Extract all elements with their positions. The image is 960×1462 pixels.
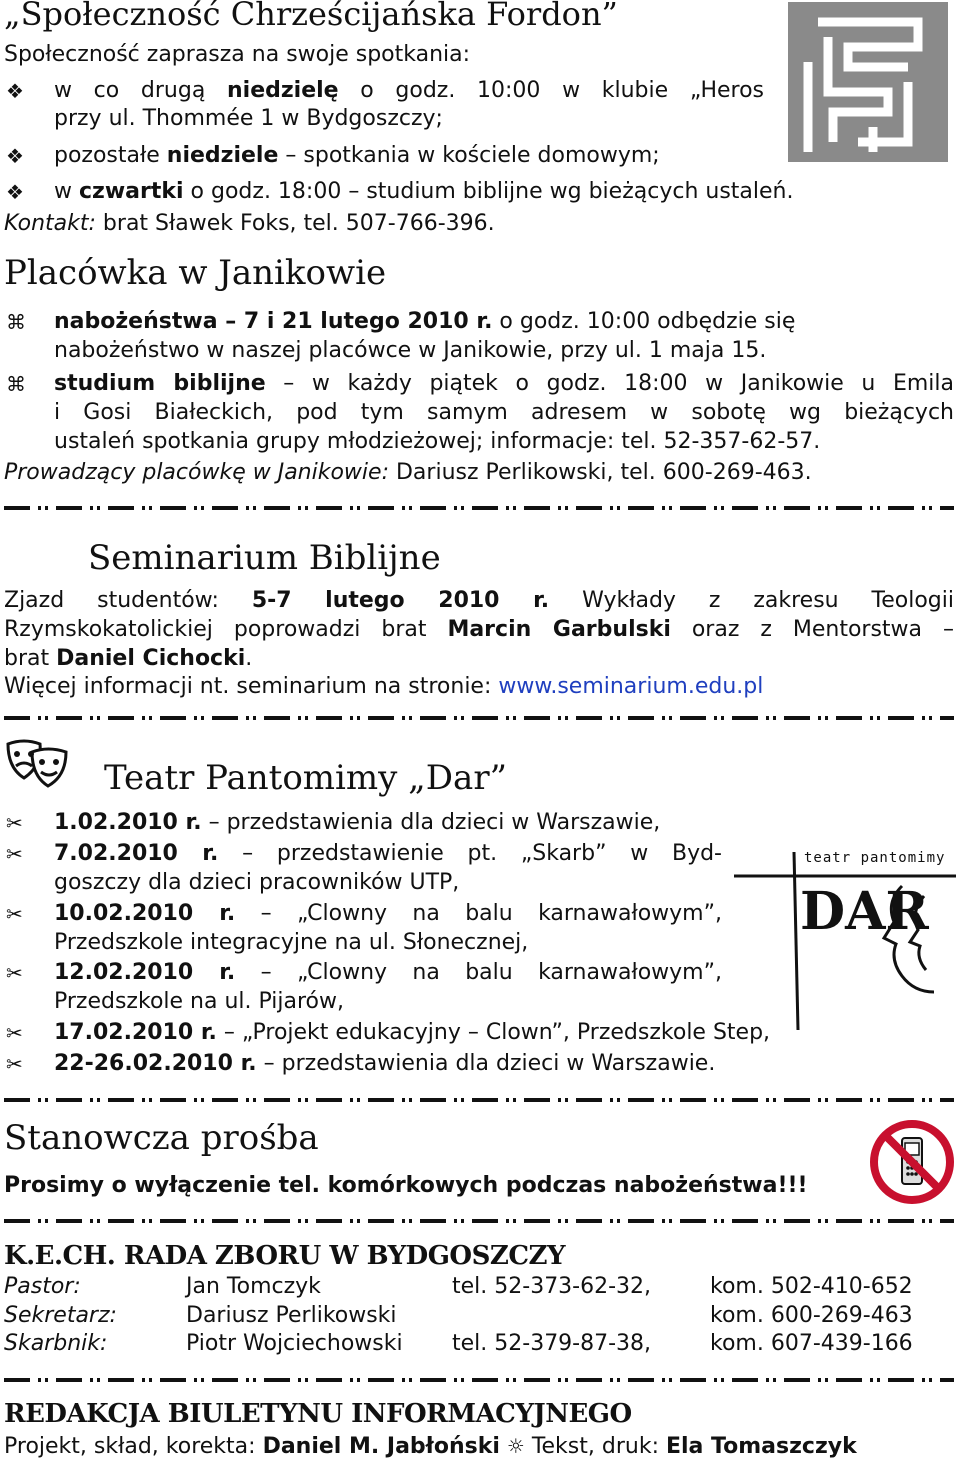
s3-line-1 [4,587,954,615]
s2-bullet-2 [54,370,954,398]
text: Wykłady z zakresu Teologii [549,588,954,613]
text-bold: Ela Tomaszczyk [665,1434,857,1459]
scissors-bullet-icon: ✂ [6,961,23,985]
council-name: Piotr Wojciechowski [186,1331,403,1356]
s3-line-4 [4,673,763,701]
text: oraz z Mentorstwa – [670,617,954,642]
maze-icon [788,2,948,162]
council-kom: kom. 600-269-463 [710,1303,913,1328]
text: o godz. 10:00 odbędzie się [492,309,796,334]
text-bold: Daniel Cichocki [56,646,246,671]
s4-item-4-line2: Przedszkole na ul. Pijarów, [54,989,344,1014]
s1-contact [4,210,495,238]
item-date: 1.02.2010 r. [54,810,202,835]
s3-line-2 [4,616,954,644]
item-text: – „Projekt edukacyjny – Clown”, Przedszkole Step, [216,1020,771,1045]
section-title-teatr: Teatr Pantomimy „Dar” [104,758,507,798]
text: brat [4,646,57,671]
council-name: Dariusz Perlikowski [186,1303,397,1328]
item-text: – przedstawienia dla dzieci w Warszawie. [256,1051,716,1076]
s1-bullet-2 [54,142,660,170]
maze-logo [788,2,948,162]
s7-credits [4,1432,857,1461]
text: w co drugą [54,78,227,103]
text: Więcej informacji nt. seminarium na stronie: [4,674,499,699]
section-title-rada: K.E.CH. RADA ZBORU W BYDGOSZCZY [4,1241,566,1271]
s4-item-3-line2: Przedszkole integracyjne na ul. Słonecznej, [54,930,529,955]
no-phone-icon [868,1118,956,1210]
council-tel: tel. 52-373-62-32, [452,1274,652,1299]
cross-bullet-icon: ⌘ [6,372,26,396]
leader-text: Dariusz Perlikowski, tel. 600-269-463. [389,460,812,485]
text: Tekst, druk: [524,1434,666,1459]
council-role: Sekretarz: [4,1303,117,1328]
council-role: Skarbnik: [4,1331,108,1356]
item-text: – przedstawienia dla dzieci w Warszawie, [201,810,661,835]
logo-word: DAR [800,881,929,942]
cross-bullet-icon: ⌘ [6,310,26,334]
section-title-fordon: „Społeczność Chrześcijańska Fordon” [4,0,618,33]
divider [4,506,954,510]
s4-item-4 [54,959,722,987]
contact-text: brat Sławek Foks, tel. 507-766-396. [95,211,495,236]
divider [4,1219,954,1223]
sun-icon: ☼ [506,1434,525,1458]
diamond-bullet-icon: ❖ [6,144,24,168]
text: . [245,646,253,671]
item-date: 7.02.2010 r. [54,841,219,866]
logo-caption: teatr pantomimy [804,850,946,866]
item-date: 22-26.02.2010 r. [54,1051,257,1076]
council-name: Jan Tomczyk [186,1274,321,1299]
s2-bullet-1-line2: nabożeństwo w naszej placówce w Janikowie, przy ul. 1 maja 15. [54,338,767,363]
text: – w każdy piątek o godz. 18:00 w Janikowie u Emila [265,371,954,396]
s2-leader [4,459,812,487]
s2-bullet-2-line3: ustaleń spotkania grupy młodzieżowej; informacje: tel. 52-357-62-57. [54,429,821,454]
text-bold: 5-7 lutego 2010 r. [251,588,550,613]
item-text: – przedstawienie pt. „Skarb” w Byd- [218,841,722,866]
text: pozostałe [54,143,167,168]
text-bold: nabożeństwa – 7 i 21 lutego 2010 r. [54,309,493,334]
teatr-dar-logo [734,842,956,1032]
s4-item-2-line2: goszczy dla dzieci pracowników UTP, [54,870,460,895]
s4-item-3 [54,900,722,928]
scissors-bullet-icon: ✂ [6,842,23,866]
text-bold: studium biblijne [54,371,266,396]
seminarium-link[interactable]: www.seminarium.edu.pl [498,674,764,699]
scissors-bullet-icon: ✂ [6,811,23,835]
section-title-redakcja: REDAKCJA BIULETYNU INFORMACYJNEGO [4,1399,632,1429]
s3-line-3 [4,645,252,673]
text-bold: czwartki [79,179,184,204]
text: Zjazd studentów: [4,588,252,613]
s1-bullet-1-line2: przy ul. Thommée 1 w Bydgoszczy; [54,106,443,131]
council-role: Pastor: [4,1274,81,1299]
council-tel: tel. 52-379-87-38, [452,1331,652,1356]
divider [4,1098,954,1102]
scissors-bullet-icon: ✂ [6,1021,23,1045]
council-kom: kom. 502-410-652 [710,1274,913,1299]
s1-bullet-1 [54,77,764,105]
text: o godz. 18:00 – studium biblijne wg bieżących ustaleń. [183,179,794,204]
item-text: – „Clowny na balu karnawałowym”, [235,901,723,926]
s1-intro: Społeczność zaprasza na swoje spotkania: [4,42,471,67]
leader-label: Prowadzący placówkę w Janikowie: [4,460,389,485]
council-kom: kom. 607-439-166 [710,1331,913,1356]
s4-item-6 [54,1050,715,1078]
theater-masks-icon [4,738,70,792]
text-bold: niedziele [166,143,279,168]
s4-item-5 [54,1019,770,1047]
text-bold: Marcin Garbulski [447,617,671,642]
text-bold: Daniel M. Jabłoński [262,1434,500,1459]
text: w [54,179,79,204]
diamond-bullet-icon: ❖ [6,79,24,103]
text: – spotkania w kościele domowym; [278,143,660,168]
s2-bullet-1 [54,308,795,336]
s2-bullet-2-line2: i Gosi Białeckich, pod tym samym adresem w sobotę wg bieżących [54,400,954,425]
item-text: – „Clowny na balu karnawałowym”, [235,960,723,985]
scissors-bullet-icon: ✂ [6,902,23,926]
text: Rzymskokatolickiej poprowadzi brat [4,617,448,642]
s4-item-2 [54,840,722,868]
item-date: 17.02.2010 r. [54,1020,217,1045]
text: o godz. 10:00 w klubie „Heros [338,78,765,103]
section-title-seminarium: Seminarium Biblijne [88,538,441,578]
s5-text: Prosimy o wyłączenie tel. komórkowych podczas nabożeństwa!!! [4,1173,808,1198]
item-date: 10.02.2010 r. [54,901,236,926]
diamond-bullet-icon: ❖ [6,180,24,204]
s1-bullet-3 [54,178,793,206]
divider [4,716,954,720]
scissors-bullet-icon: ✂ [6,1052,23,1076]
section-title-prosba: Stanowcza prośba [4,1118,319,1158]
divider [4,1378,954,1382]
item-date: 12.02.2010 r. [54,960,236,985]
text-bold: niedzielę [226,78,339,103]
contact-label: Kontakt: [4,211,96,236]
text: Projekt, skład, korekta: [4,1434,263,1459]
section-title-janikowo: Placówka w Janikowie [4,253,387,293]
s4-item-1 [54,809,660,837]
